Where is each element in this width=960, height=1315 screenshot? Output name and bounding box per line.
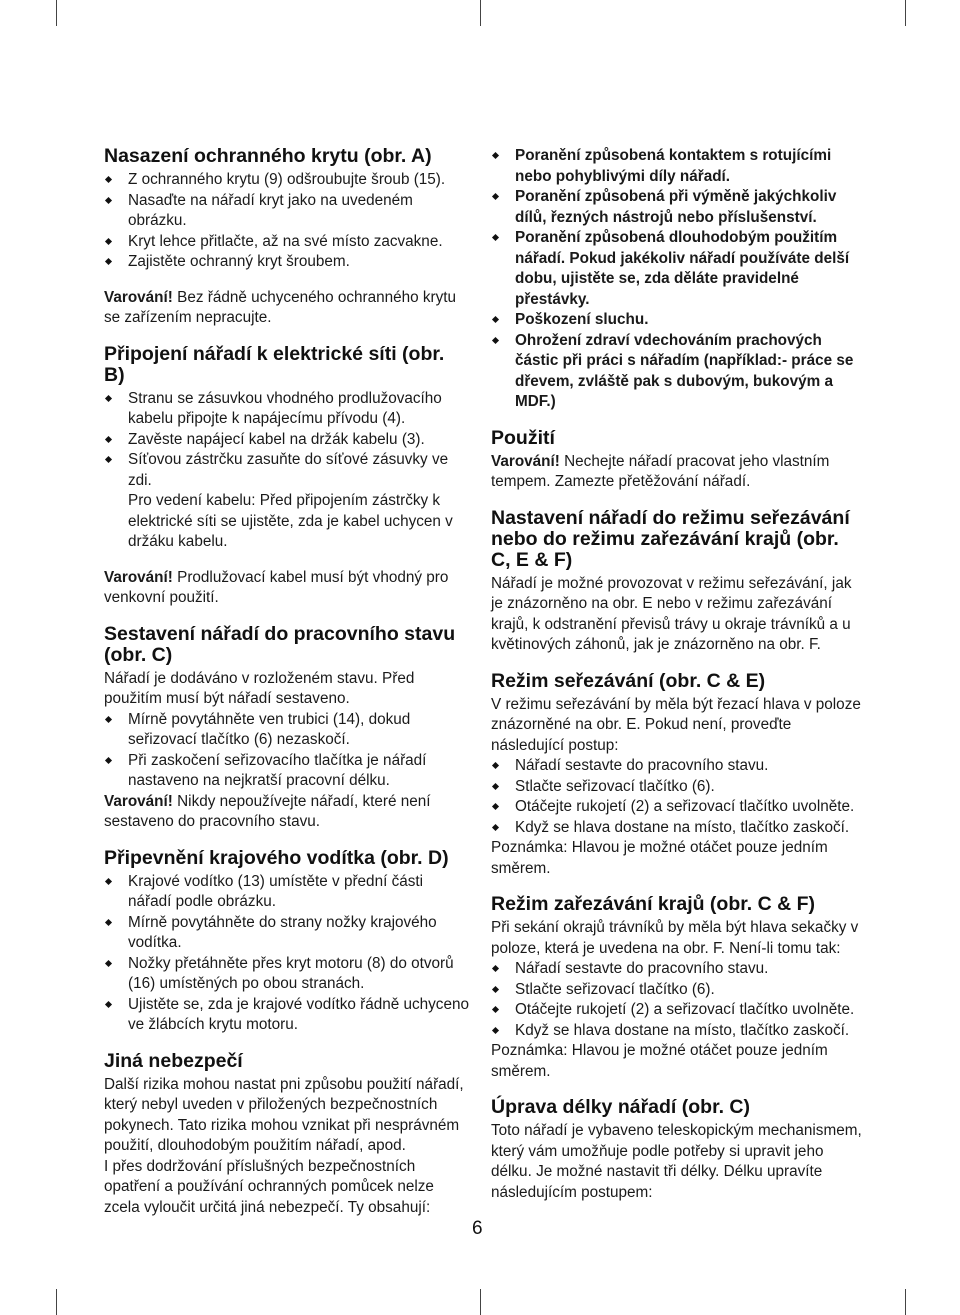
heading-trimming-mode: Režim seřezávání (obr. C & E) [491,669,766,692]
warning-text: Prodlužovací kabel musí být vhodný pro venkovní použití. [104,568,449,606]
warning-text: Bez řádně uchyceného ochranného krytu se zařízením nepracujte. [104,288,457,326]
list-item: Když se hlava dostane na místo, tlačítko zaskočí. [491,1021,863,1042]
list-assembly [104,710,470,792]
list-protective-cover [104,170,470,273]
heading-assembly: Sestavení nářadí do pracovního stavu (obr. C) [104,622,456,666]
warning-label: Varování! [104,568,173,586]
list-item: Poranění způsobená při výměně jakýchkoliv dílů, řezných nástrojů nebo příslušenství. [491,187,863,228]
heading-other-hazards: Jiná nebezpečí [104,1049,243,1072]
list-item: Mírně povytáhněte do strany nožky krajového vodítka. [104,913,470,954]
crop-mark-top-left [56,0,57,26]
length-paragraph: Toto nářadí je vybaveno teleskopickým mechanismem, který vám umožňuje podle potřeby si upravit jeho délku. Je možné nastavit tři délky. Délku upravíte následujícím postupem: [491,1122,862,1201]
list-item: Stranu se zásuvkou vhodného prodlužovacího kabelu připojte k napájecímu přívodu (4). [104,389,470,430]
assembly-intro: Nářadí je dodáváno v rozloženém stavu. Před použitím musí být nářadí sestaveno. [104,669,415,707]
warning-paragraph [104,792,470,833]
list-item: Poškození sluchu. [491,310,863,331]
list-item: Ujistěte se, zda je krajové vodítko řádně uchyceno ve žlábcích krytu motoru. [104,995,470,1036]
list-edge-guide [104,872,470,1036]
list-item: Kryt lehce přitlačte, až na své místo zacvakne. [104,232,470,253]
list-item: Když se hlava dostane na místo, tlačítko zaskočí. [491,818,863,839]
list-item: Nářadí sestavte do pracovního stavu. [491,756,863,777]
list-item: Zajistěte ochranný kryt šroubem. [104,252,470,273]
warning-text: Nechejte nářadí pracovat jeho vlastním tempem. Zamezte přetěžování nářadí. [491,452,830,490]
page-number: 6 [472,1218,483,1239]
list-item: Ohrožení zdraví vdechováním prachových částic při práci s nářadím (například:- práce se dřevem, zvláště pak s dubovým, bukovým a MDF.) [491,331,863,413]
list-item: Poranění způsobená dlouhodobým použitím nářadí. Pokud jakékoliv nářadí používáte delší dobu, ujistěte se, zda děláte pravidelné přestávky. [491,228,863,310]
heading-edging-mode: Režim zařezávání krajů (obr. C & F) [491,893,816,915]
hazards-paragraph-1: Další rizika mohou nastat pni způsobu použití nářadí, který nebyl uveden v přiložených bezpečnostních pokynech. Tato rizika mohou vznikat při nesprávném použití, dlouhodobým použitím nářadí, apod. [104,1075,464,1154]
list-item: Síťovou zástrčku zasuňte do síťové zásuvky ve zdi. [104,450,470,491]
crop-mark-bottom-right [905,1289,906,1315]
list-item: Poranění způsobená kontaktem s rotujícími nebo pohyblivými díly nářadí. [491,146,863,187]
mode-setup-paragraph: Nářadí je možné provozovat v režimu seřezávání, jak je znázorněno na obr. E nebo v režimu zařezávání krajů, k odstranění převisů trávy u okraje trávníků a u květinových záhonů, jak je znázorněno na obr. F. [491,574,852,653]
warning-paragraph [104,288,470,329]
list-item: Nasaďte na nářadí kryt jako na uvedeném obrázku. [104,191,470,232]
heading-protective-cover: Nasazení ochranného krytu (obr. A) [104,145,432,167]
list-item: Nožky přetáhněte přes kryt motoru (8) do otvorů (16) umístěných po obou stranách. [104,954,470,995]
list-item: Otáčejte rukojetí (2) a seřizovací tlačítko uvolněte. [491,1000,863,1021]
list-risks [491,146,863,413]
list-item: Stlačte seřizovací tlačítko (6). [491,777,863,798]
heading-edge-guide: Připevnění krajového vodítka (obr. D) [104,846,449,869]
warning-label: Varování! [104,288,173,306]
crop-mark-top-center [480,0,481,26]
right-column [491,146,863,1203]
list-item: Krajové vodítko (13) umístěte v přední části nářadí podle obrázku. [104,872,470,913]
list-edging-steps [491,959,863,1041]
trimming-note: Poznámka: Hlavou je možné otáčet pouze jedním směrem. [491,839,828,877]
crop-mark-bottom-left [56,1289,57,1315]
warning-paragraph [491,452,863,493]
edging-note: Poznámka: Hlavou je možné otáčet pouze jedním směrem. [491,1042,828,1080]
list-item: Zavěste napájecí kabel na držák kabelu (3). [104,430,470,451]
warning-text: Nikdy nepoužívejte nářadí, které není sestaveno do pracovního stavu. [104,792,431,830]
left-column [104,146,470,1218]
crop-mark-bottom-center [480,1289,481,1315]
cable-note: Pro vedení kabelu: Před připojením zástrčky k elektrické síti se ujistěte, zda je kabel uchycen v držáku kabelu. [128,492,453,550]
warning-paragraph [104,568,470,609]
crop-mark-top-right [905,0,906,26]
heading-usage: Použití [491,426,555,449]
list-power-connection [104,389,470,492]
warning-label: Varování! [104,792,173,810]
list-trimming-steps [491,756,863,838]
trimming-paragraph: V režimu seřezávání by měla být řezací hlava v poloze znázorněné na obr. E. Pokud není, proveďte následující postup: [491,695,861,754]
list-item: Otáčejte rukojetí (2) a seřizovací tlačítko uvolněte. [491,797,863,818]
list-item: Z ochranného krytu (9) odšroubujte šroub (15). [104,170,470,191]
list-item: Nářadí sestavte do pracovního stavu. [491,959,863,980]
list-item: Stlačte seřizovací tlačítko (6). [491,980,863,1001]
hazards-paragraph-2: I přes dodržování příslušných bezpečnostních opatření a používání ochranných pomůcek nelze zcela vyloučit určitá jiná nebezpečí. Ty obsahují: [104,1157,434,1216]
heading-mode-setup: Nastavení nářadí do režimu seřezávání nebo do režimu zařezávání krajů (obr. C, E & F) [491,506,850,571]
edging-paragraph: Při sekání okrajů trávníků by měla být hlava sekačky v poloze, která je uvedena na obr. F. Není-li tomu tak: [491,919,859,957]
list-item: Mírně povytáhněte ven trubici (14), dokud seřizovací tlačítko (6) nezaskočí. [104,710,470,751]
heading-power-connection: Připojení nářadí k elektrické síti (obr. B) [104,342,445,386]
list-item: Při zaskočení seřizovacího tlačítka je nářadí nastaveno na nejkratší pracovní délku. [104,751,470,792]
warning-label: Varování! [491,452,560,470]
heading-length-adjust: Úprava délky nářadí (obr. C) [491,1096,750,1118]
